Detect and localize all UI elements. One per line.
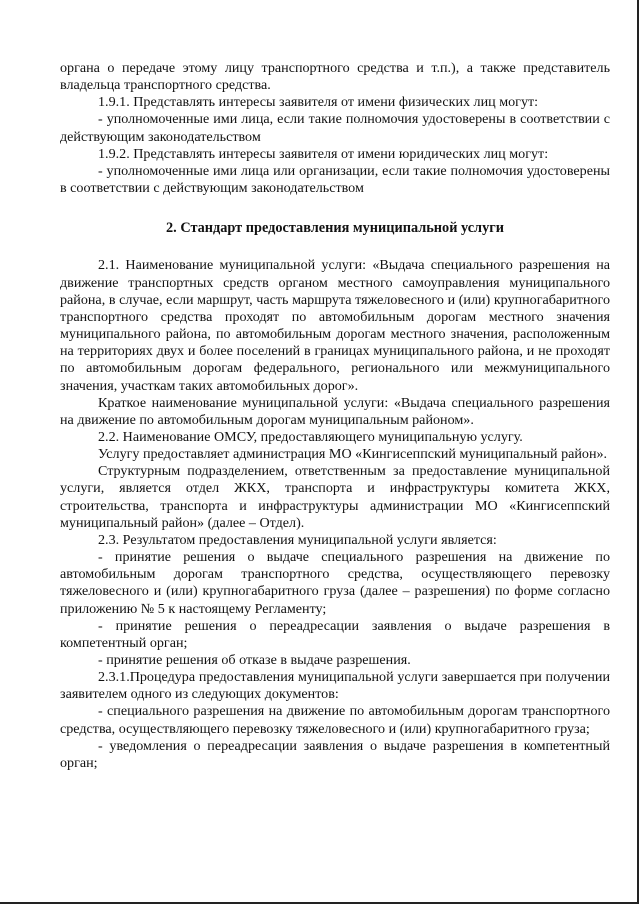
document-body (60, 60, 610, 772)
paragraph: 2.2. Наименование ОМСУ, предоставляющего муниципальную услугу. (98, 428, 523, 445)
section-1-9-text (60, 60, 610, 197)
paragraph: 1.9.2. Представлять интересы заявителя от имени юридических лиц могут: (98, 145, 549, 162)
paragraph: 2.3. Результатом предоставления муниципальной услуги является: (98, 531, 497, 548)
paragraph: Краткое наименование муниципальной услуги: «Выдача специального разрешения на движение по автомобильным дорогам муниципальным районом». (60, 394, 610, 428)
paragraph: Структурным подразделением, ответственным за предоставление муниципальной услуги, является отдел ЖКХ, транспорта и инфраструктуры комитета ЖКХ, строительства, транспорта и инфраструктуры администрации МО «Кингисеппский муниципальный район» (далее – Отдел). (60, 463, 610, 531)
paragraph: 1.9.1. Представлять интересы заявителя от имени физических лиц могут: (98, 94, 539, 111)
paragraph: - принятие решения о выдаче специального разрешения на движение по автомобильным дорогам транспортного средства, осуществляющего перевозку тяжеловесного и (или) крупногабаритного груза (далее – разрешения) по форме согласно приложению № 5 к настоящему Регламенту; (60, 549, 610, 617)
paragraph: - принятие решения о переадресации заявления о выдаче разрешения в компетентный орган; (60, 617, 610, 651)
paragraph: - уполномоченные ими лица, если такие полномочия удостоверены в соответствии с действующим законодательством (60, 111, 610, 145)
paragraph: - принятие решения об отказе в выдаче разрешения. (98, 652, 411, 668)
section-2-text (60, 257, 610, 772)
section-heading: 2. Стандарт предоставления муниципальной услуги (166, 220, 504, 237)
paragraph: 2.1. Наименование муниципальной услуги: «Выдача специального разрешения на движение транспортных средств органом местного самоуправления муниципального района, в случае, если маршрут, часть маршрута тяжеловесного и (или) крупногабаритного транспортного средства проходят по автомобильным дорогам местного значения муниципального района, по автомобильным дорогам местного значения, расположенным на территориях двух и более поселений в границах муниципального района, и не проходят по автомобильным дорогам федерального, регионального или межмуниципального значения, участкам таких автомобильных дорог». (60, 257, 610, 394)
paragraph: - специального разрешения на движение по автомобильным дорогам транспортного средства, осуществляющего перевозку тяжеловесного и (или) крупногабаритного груза; (60, 703, 610, 737)
paragraph: - уполномоченные ими лица или организации, если такие полномочия удостоверены в соответствии с действующим законодательством (60, 162, 610, 197)
paragraph: Услугу предоставляет администрация МО «Кингисеппский муниципальный район». (98, 446, 608, 463)
paragraph: 2.3.1.Процедура предоставления муниципальной услуги завершается при получении заявителем одного из следующих документов: (60, 669, 610, 703)
paragraph: - уведомления о переадресации заявления о выдаче разрешения в компетентный орган; (60, 737, 610, 771)
paragraph: органа о передаче этому лицу транспортного средства и т.п.), а также представитель владельца транспортного средства. (60, 60, 610, 94)
